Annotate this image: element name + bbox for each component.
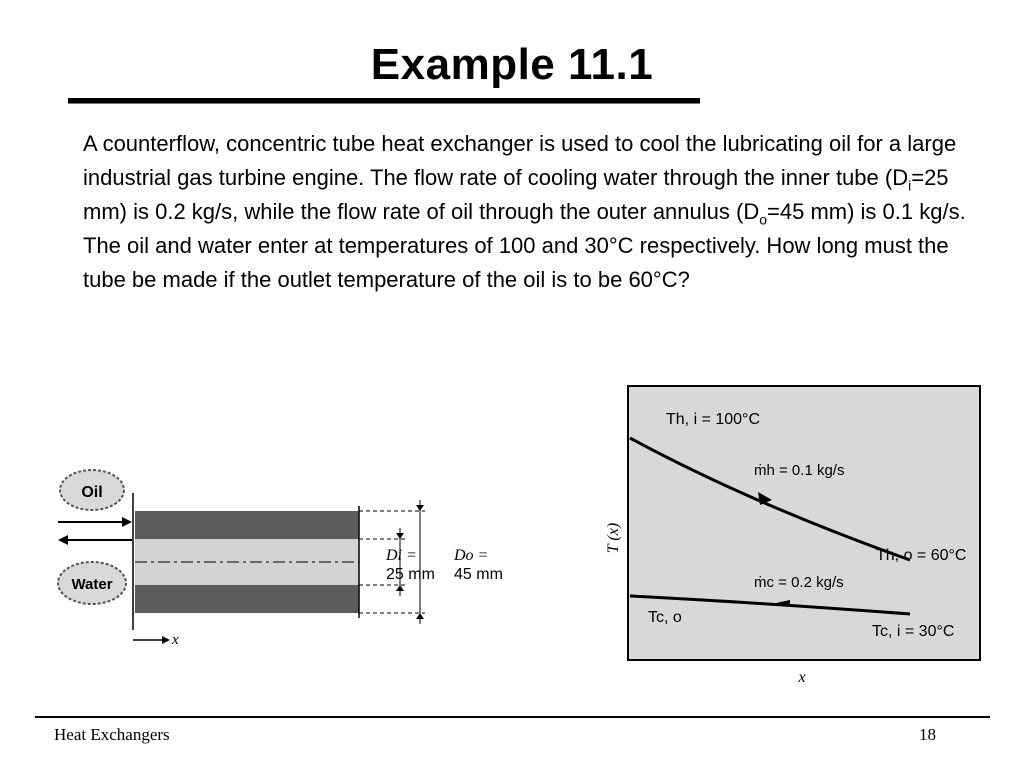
problem-statement: [83, 127, 973, 297]
tc-inlet-label: Tc, i = 30°C: [872, 623, 955, 640]
th-outlet-label: Th, o = 60°C: [876, 547, 967, 564]
oil-inlet-arrow-icon: [58, 517, 132, 527]
slide-title: Example 11.1: [370, 40, 654, 89]
cold-mass-flow-label: ṁc = 0.2 kg/s: [754, 574, 844, 591]
subscript-i: i: [908, 177, 912, 194]
footer-divider: [35, 716, 990, 718]
oil-label: Oil: [81, 484, 103, 501]
tube-schematic-figure: [40, 378, 620, 698]
title-underline: [68, 98, 700, 104]
water-cloud-icon: [58, 562, 126, 604]
tc-outlet-label: Tc, o: [648, 609, 682, 626]
page-number: 18: [919, 725, 936, 744]
y-axis-label: T (x): [605, 522, 622, 554]
statement-part-1: A counterflow, concentric tube heat exchanger is used to cool the lubricating oil for a large industrial gas turbine engine. The flow rate of cooling water through the inner tube (D: [83, 131, 957, 190]
concentric-tube-diagram: [133, 493, 359, 630]
subscript-o: o: [759, 211, 768, 228]
water-label: Water: [71, 576, 113, 593]
di-label: Di =: [386, 547, 417, 564]
di-value: 25 mm: [386, 566, 435, 583]
th-inlet-label: Th, i = 100°C: [666, 411, 760, 428]
statement-part-3: =45 mm) is 0.1 kg/s. The oil and water enter at temperatures of 100 and 30°C respectively. How long must the tube be made if the outlet temperature of the oil is to be 60°C?: [83, 199, 966, 292]
statement-part-2: =25 mm) is 0.2 kg/s, while the flow rate of oil through the outer annulus (D: [83, 165, 949, 224]
temperature-distribution-plot: [600, 378, 1000, 698]
x-label: x: [172, 632, 179, 648]
hot-mass-flow-label: ṁh = 0.1 kg/s: [754, 462, 845, 479]
x-axis-label: x: [798, 669, 806, 686]
do-label: Do =: [454, 547, 489, 564]
oil-outlet-arrow-icon: [58, 535, 132, 545]
footer-title: Heat Exchangers: [54, 725, 170, 744]
x-direction-arrow-icon: [133, 636, 170, 644]
do-value: 45 mm: [454, 566, 503, 583]
oil-cloud-icon: [60, 470, 124, 510]
